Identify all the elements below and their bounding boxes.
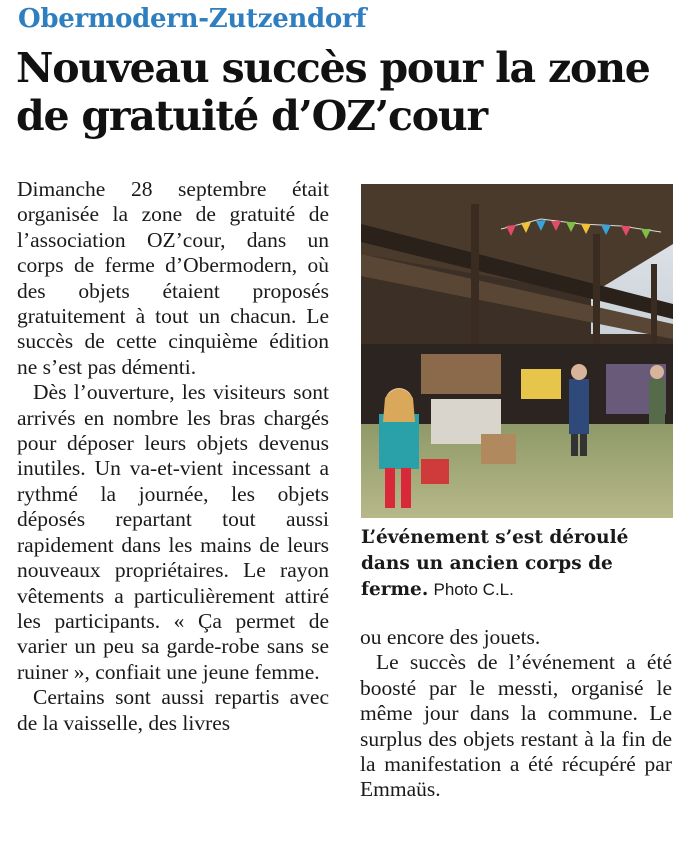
- paragraph: Dimanche 28 septembre était organisée la zone de gratuité de l’association OZ’cour, dans un corps de ferme d’Obermodern, où des objets étaient proposés gratuitement à tout un chacun. Le succès de cette cinquième édition ne s’est pas démenti.: [17, 177, 329, 379]
- paragraph: ou encore des jouets.: [360, 625, 541, 649]
- photo-credit: Photo C.L.: [433, 580, 514, 599]
- photo-caption: [361, 524, 673, 602]
- paragraph: Certains sont aussi repartis avec de la vaisselle, des livres: [17, 685, 329, 735]
- headline: Nouveau succès pour la zone de gratuité d’OZ’cour: [16, 44, 650, 140]
- article-column-right: [360, 625, 672, 803]
- paragraph: Le succès de l’événement a été boosté par le messti, organisé le même jour dans la commune. Le surplus des objets restant à la fin de la manifestation a été récupéré par Emmaüs.: [360, 650, 672, 802]
- article-column-left: [17, 177, 329, 736]
- caption-text: L’événement s’est déroulé dans un ancien corps de ferme.: [361, 527, 629, 600]
- article-photo: [361, 184, 673, 518]
- paragraph: Dès l’ouverture, les visiteurs sont arrivés en nombre les bras chargés pour déposer leurs objets devenus inutiles. Un va-et-vient incessant a rythmé la journée, les objets déposés repartant tout aussi rapidement dans les mains de leurs nouveaux propriétaires. Le rayon vêtements a particulièrement attiré les participants. « Ça permet de varier un peu sa garde-robe sans se ruiner », confiait une jeune femme.: [17, 380, 329, 684]
- kicker: Obermodern-Zutzendorf: [18, 4, 367, 34]
